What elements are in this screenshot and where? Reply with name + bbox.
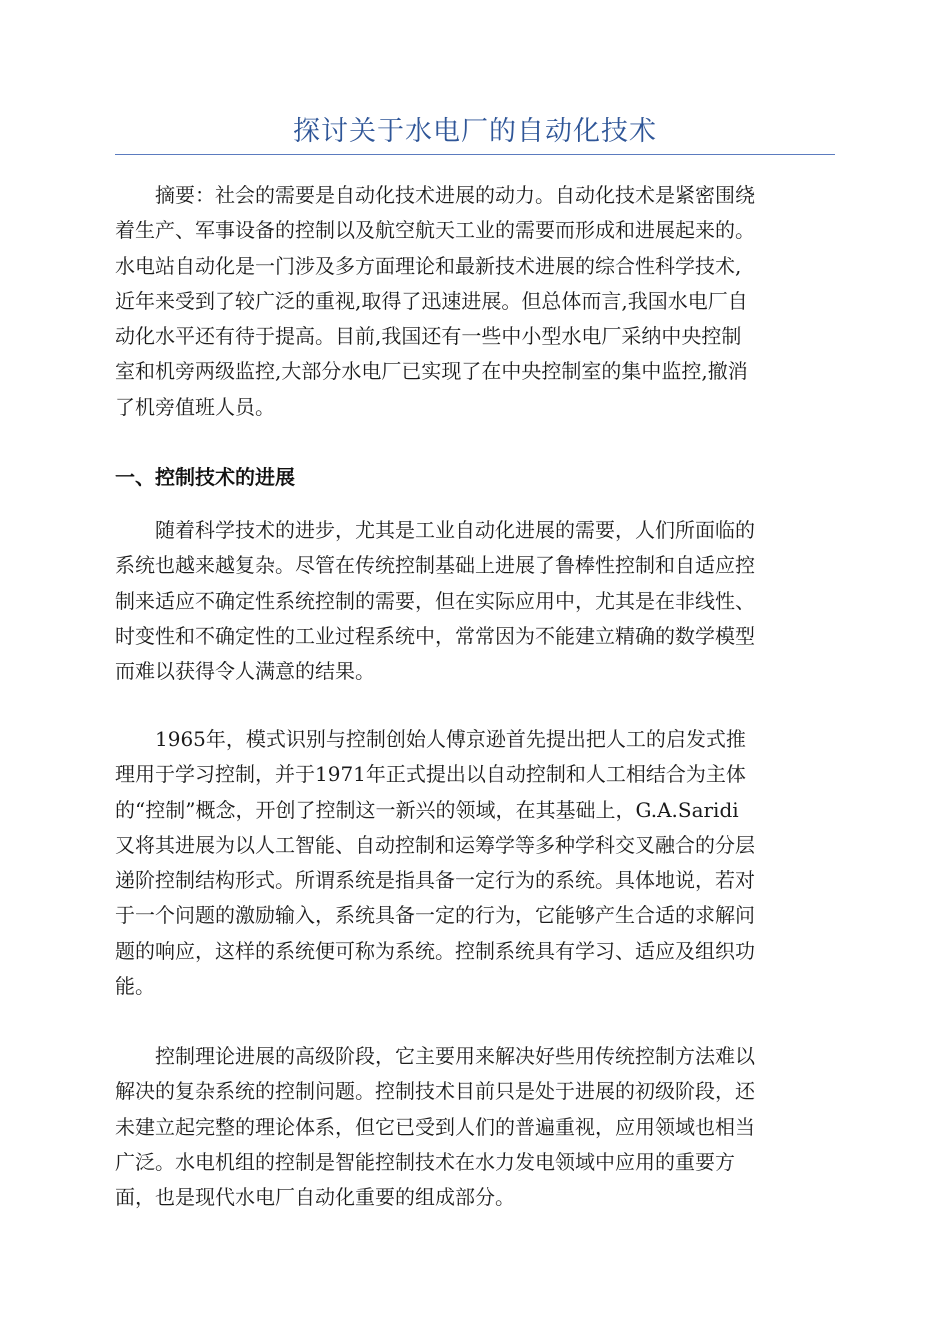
para4-line-3: 未建立起完整的理论体系，但它已受到人们的普遍重视，应用领域也相当: [115, 1114, 755, 1139]
para3-line-3: 的“控制”概念，开创了控制这一新兴的领域，在其基础上，G.A.Saridi: [115, 797, 739, 822]
title-underline-rule: [115, 154, 835, 155]
para4-line-5: 面，也是现代水电厂自动化重要的组成部分。: [115, 1185, 515, 1210]
para2-line-3: 制来适应不确定性系统控制的需要，但在实际应用中，尤其是在非线性、: [115, 588, 755, 613]
paragraph-3: [115, 722, 835, 1004]
abstract-line-2: 着生产、军事设备的控制以及航空航天工业的需要而形成和进展起来的。: [115, 218, 755, 243]
para2-line-2: 系统也越来越复杂。尽管在传统控制基础上进展了鲁棒性控制和自适应控: [115, 553, 755, 578]
para3-line-2: 理用于学习控制，并于1971年正式提出以自动控制和人工相结合为主体: [115, 762, 746, 787]
abstract-line-3: 水电站自动化是一门涉及多方面理论和最新技术进展的综合性科学技术,: [115, 253, 742, 278]
paragraph-2: [115, 513, 835, 689]
abstract-paragraph: [115, 178, 835, 425]
abstract-line-6: 室和机旁两级监控,大部分水电厂已实现了在中央控制室的集中监控,撤消: [115, 359, 748, 384]
para4-line-2: 解决的复杂系统的控制问题。控制技术目前只是处于进展的初级阶段，还: [115, 1079, 755, 1104]
para2-line-4: 时变性和不确定性的工业过程系统中，常常因为不能建立精确的数学模型: [115, 623, 755, 648]
para3-line-6: 于一个问题的激励输入，系统具备一定的行为，它能够产生合适的求解问: [115, 903, 755, 928]
para3-line-1: 1965年，模式识别与控制创始人傅京逊首先提出把人工的启发式推: [155, 727, 746, 751]
document-title: 探讨关于水电厂的自动化技术: [293, 116, 657, 147]
abstract-line-4: 近年来受到了较广泛的重视,取得了迅速进展。但总体而言,我国水电厂自: [115, 288, 748, 313]
para2-line-5: 而难以获得令人满意的结果。: [115, 659, 375, 684]
abstract-line-7: 了机旁值班人员。: [115, 394, 275, 419]
para2-line-1: 随着科学技术的进步，尤其是工业自动化进展的需要，人们所面临的: [155, 518, 755, 542]
paragraph-4: [115, 1039, 835, 1215]
para3-line-5: 递阶控制结构形式。所谓系统是指具备一定行为的系统。具体地说，若对: [115, 868, 755, 893]
abstract-line-1: 摘要：社会的需要是自动化技术进展的动力。自动化技术是紧密围绕: [155, 183, 755, 207]
para3-line-4: 又将其进展为以人工智能、自动控制和运筹学等多种学科交叉融合的分层: [115, 832, 755, 857]
para3-line-8: 能。: [115, 974, 155, 999]
para4-line-1: 控制理论进展的高级阶段，它主要用来解决好些用传统控制方法难以: [155, 1044, 755, 1068]
section-heading: 一、控制技术的进展: [115, 465, 295, 489]
abstract-line-5: 动化水平还有待于提高。目前,我国还有一些中小型水电厂采纳中央控制: [115, 324, 742, 349]
para3-line-7: 题的响应，这样的系统便可称为系统。控制系统具有学习、适应及组织功: [115, 938, 755, 963]
para4-line-4: 广泛。水电机组的控制是智能控制技术在水力发电领域中应用的重要方: [115, 1149, 735, 1174]
